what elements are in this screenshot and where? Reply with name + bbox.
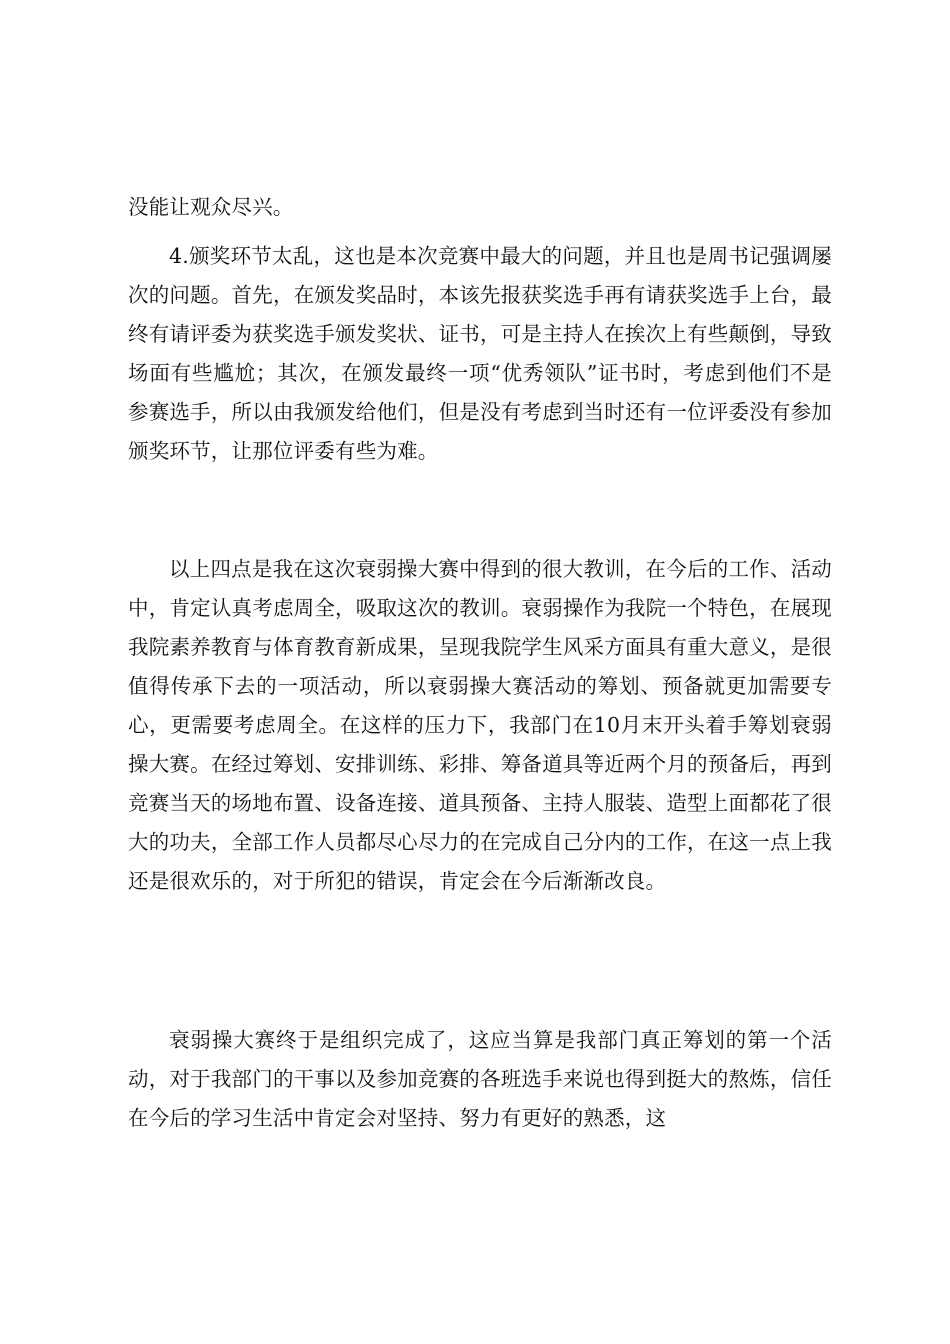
text-block-continuation <box>128 188 832 227</box>
text-block-conclusion <box>128 1021 832 1138</box>
paragraph-conclusion: 衰弱操大赛终于是组织完成了，这应当算是我部门真正筹划的第一个活动，对于我部门的干事以及参加竞赛的各班选手来说也得到挺大的熬炼，信任在今后的学习生活中肯定会对坚持、努力有更好的熟悉，这 <box>128 1028 832 1130</box>
paragraph-continuation: 没能让观众尽兴。 <box>128 195 294 219</box>
paragraph-award-ceremony: 4.颁奖环节太乱，这也是本次竞赛中最大的问题，并且也是周书记强调屡次的问题。首先，在颁发奖品时，本该先报获奖选手再有请获奖选手上台，最终有请评委为获奖选手颁发奖状、证书，可是主持人在挨次上有些颠倒，导致场面有些尴尬；其次，在颁发最终一项“优秀领队”证书时，考虑到他们不是参赛选手，所以由我颁发给他们，但是没有考虑到当时还有一位评委没有参加颁奖环节，让那位评委有些为难。 <box>128 244 832 463</box>
text-block-lessons <box>128 550 832 901</box>
text-block-award-issue <box>128 237 832 471</box>
paragraph-lessons-learned: 以上四点是我在这次衰弱操大赛中得到的很大教训，在今后的工作、活动中，肯定认真考虑周全，吸取这次的教训。衰弱操作为我院一个特色，在展现我院素养教育与体育教育新成果，呈现我院学生风采方面具有重大意义，是很值得传承下去的一项活动，所以衰弱操大赛活动的筹划、预备就更加需要专心，更需要考虑周全。在这样的压力下，我部门在10月末开头着手筹划衰弱操大赛。在经过筹划、安排训练、彩排、筹备道具等近两个月的预备后，再到竞赛当天的场地布置、设备连接、道具预备、主持人服装、造型上面都花了很大的功夫，全部工作人员都尽心尽力的在完成自己分内的工作，在这一点上我还是很欢乐的，对于所犯的错误，肯定会在今后渐渐改良。 <box>128 557 832 893</box>
